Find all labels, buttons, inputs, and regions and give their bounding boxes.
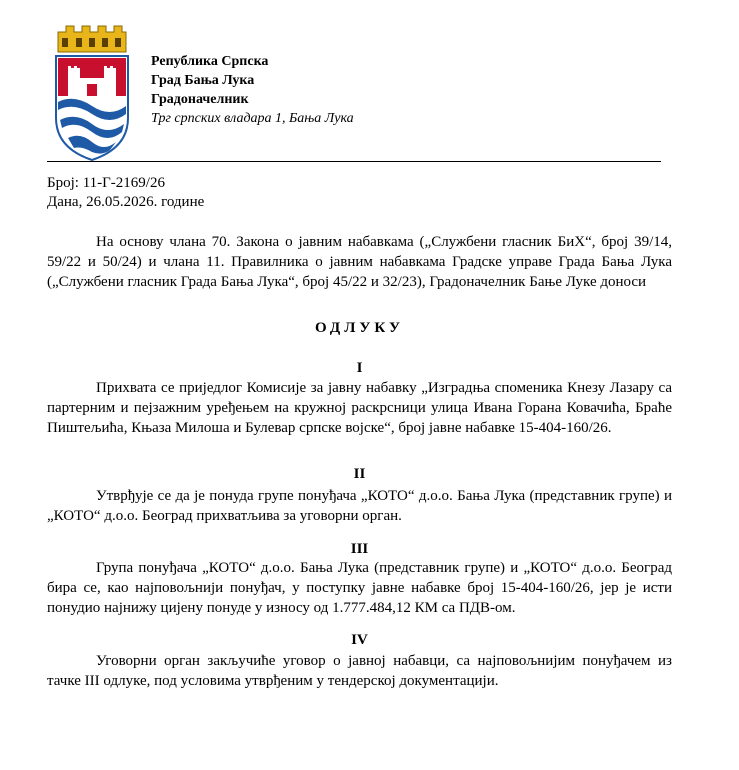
section-numeral-2: II: [353, 466, 366, 482]
section-paragraph-1: [47, 378, 672, 438]
section-text-1: Прихвата се приједлог Комисије за јавну набавку „Изградња споменика Кнезу Лазару са партерним и пејзажним уређењем на кружној раскрсници улица Ивана Горана Ковачића, Браће Пиштељића, Књаза Милоша и Булевар српске војске“, број јавне набавке 15-404-160/26.: [47, 380, 672, 436]
section-paragraph-3: [47, 558, 672, 618]
section-paragraph-2: [47, 486, 672, 526]
issuer-republic: Република Српска: [151, 54, 269, 69]
section-paragraph-4: [47, 651, 672, 691]
issuer-block: [151, 52, 354, 128]
section-text-4: Уговорни орган закључиће уговор о јавној набавци, са најповољнијим понуђачем из тачке III одлуке, под условима утврђеним у тендерској документацији.: [47, 653, 672, 689]
intro-text: На основу члана 70. Закона о јавним набавкама („Службени гласник БиХ“, број 39/14, 59/22 и 50/24) и члана 11. Правилника о јавним набавкама Градске управе Града Бања Лука („Службени гласник Града Бања Лука“, број 45/22 и 32/23), Градоначелник Бање Луке доноси: [47, 234, 672, 290]
issuer-office: Градоначелник: [151, 92, 249, 107]
issuer-city: Град Бања Лука: [151, 73, 255, 88]
section-numeral-1: I: [356, 360, 363, 376]
city-coat-of-arms-icon: [54, 22, 130, 162]
issuer-address: Трг српских владара 1, Бања Лука: [151, 111, 354, 126]
decision-title: ОДЛУКУ: [314, 320, 404, 336]
header-divider: [47, 161, 661, 162]
reference-date: Дана, 26.05.2026. године: [47, 194, 205, 210]
section-text-2: Утврђује се да је понуда групе понуђача „КОТО“ д.о.о. Бања Лука (представник групе) и „КОТО“ д.о.о. Београд прихватљива за уговорни орган.: [47, 488, 672, 524]
reference-number: Број: 11-Г-2169/26: [47, 175, 165, 191]
reference-block: [47, 174, 204, 212]
intro-paragraph: [47, 232, 672, 292]
section-numeral-3: III: [350, 541, 369, 557]
section-text-3: Група понуђача „КОТО“ д.о.о. Бања Лука (представник групе) и „КОТО“ д.о.о. Београд бира се, као најповољнији понуђач, у поступку јавне набавке број 15-404-160/26, јер је исти понудио најнижу цијену понуде у износу од 1.777.484,12 КМ са ПДВ-ом.: [47, 560, 672, 616]
section-numeral-4: IV: [351, 632, 368, 648]
